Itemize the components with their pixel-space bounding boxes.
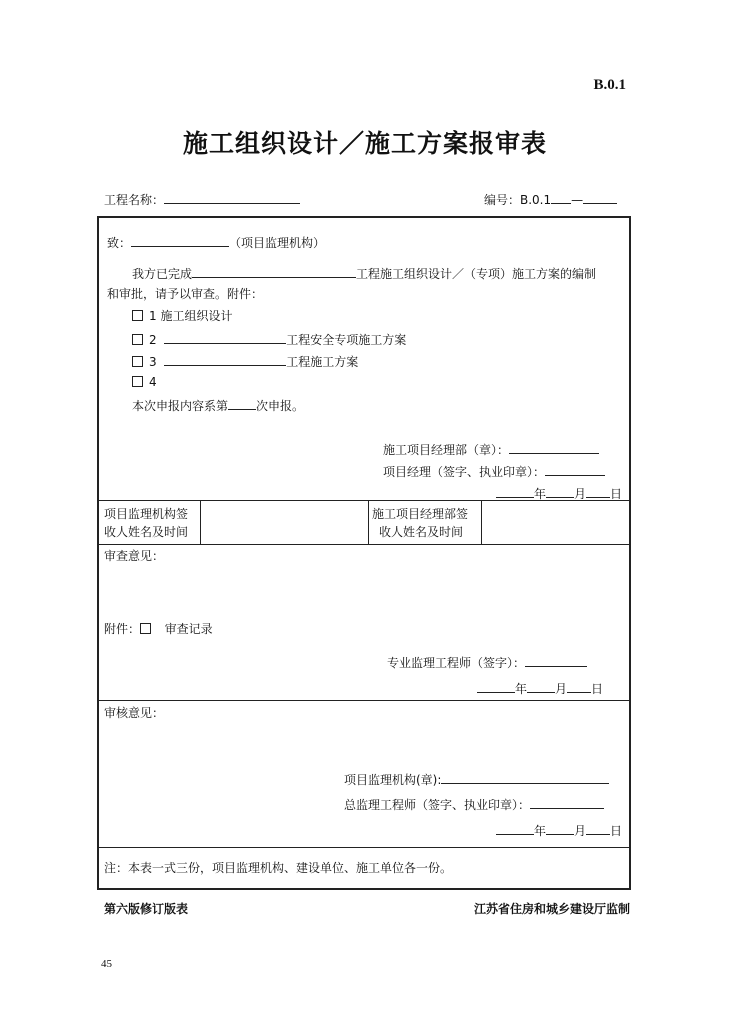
- attachment-3-field[interactable]: [164, 352, 286, 366]
- page-title: 施工组织设计／施工方案报审表: [182, 129, 547, 158]
- to-row: [107, 233, 325, 251]
- audit-label: 审核意见：: [104, 706, 165, 720]
- body-line-2: 和审批，请予以审查。附件：: [107, 287, 264, 301]
- sign-left-label-2: 收人姓名及时间: [104, 525, 189, 539]
- month-label: 月: [555, 682, 568, 696]
- day-field[interactable]: [567, 679, 591, 693]
- review-record-label: 审查记录: [164, 622, 213, 636]
- body-line1-b: 工程施工组织设计／（专项）施工方案的编制: [356, 267, 597, 281]
- month-label: 月: [574, 487, 587, 501]
- serial-dash: —: [571, 193, 584, 207]
- serial-field-1[interactable]: [551, 190, 571, 204]
- engineer-row: [387, 653, 587, 671]
- pm-row: [383, 462, 605, 480]
- submission-label-a: 本次申报内容系第: [132, 399, 229, 413]
- engineer-signature-field[interactable]: [525, 653, 587, 667]
- year-field[interactable]: [496, 484, 534, 498]
- pm-dept-field[interactable]: [509, 440, 599, 454]
- date-row-1: [496, 484, 622, 502]
- page-number: 45: [101, 958, 112, 970]
- to-suffix: （项目监理机构）: [229, 236, 326, 250]
- divider: [368, 500, 369, 544]
- attachment-4-checkbox[interactable]: [132, 376, 143, 387]
- supervision-org-field[interactable]: [441, 770, 609, 784]
- footer-issuer: 江苏省住房和城乡建设厅监制: [473, 902, 630, 916]
- attachment-2-checkbox[interactable]: [132, 334, 143, 345]
- divider: [99, 847, 629, 848]
- day-field[interactable]: [586, 821, 610, 835]
- date-row-2: [477, 679, 603, 697]
- to-field[interactable]: [131, 233, 229, 247]
- attachment-1-label: 1 施工组织设计: [149, 309, 233, 323]
- month-field[interactable]: [546, 821, 574, 835]
- year-label: 年: [534, 824, 547, 838]
- pm-dept-label: 施工项目经理部（章）：: [383, 443, 510, 457]
- divider: [99, 700, 629, 701]
- year-field[interactable]: [477, 679, 515, 693]
- serial-number-row: [484, 190, 617, 208]
- attachment-3: [132, 352, 358, 370]
- body-line-1: [132, 264, 596, 282]
- divider: [481, 500, 482, 544]
- sign-right-label-2: 收人姓名及时间: [379, 525, 464, 539]
- attachment-3-number: 3: [149, 355, 157, 369]
- pm-signature-field[interactable]: [545, 462, 605, 476]
- year-field[interactable]: [496, 821, 534, 835]
- month-field[interactable]: [546, 484, 574, 498]
- engineer-label: 专业监理工程师（签字）：: [387, 656, 526, 670]
- attachment-1-checkbox[interactable]: [132, 310, 143, 321]
- supervision-org-row: [344, 770, 609, 788]
- attachment-3-checkbox[interactable]: [132, 356, 143, 367]
- review-attach-label: 附件：: [104, 622, 141, 636]
- submission-count-field[interactable]: [228, 396, 256, 410]
- day-label: 日: [610, 487, 623, 501]
- month-label: 月: [574, 824, 587, 838]
- attachment-2: [132, 330, 406, 348]
- day-label: 日: [610, 824, 623, 838]
- supervision-org-label: 项目监理机构(章):: [344, 773, 442, 787]
- chief-engineer-row: [344, 795, 604, 813]
- review-attachment-row: [104, 621, 213, 637]
- serial-label: 编号：B.0.1: [484, 193, 552, 207]
- form-code: B.0.1: [593, 77, 626, 93]
- serial-field-2[interactable]: [583, 190, 617, 204]
- divider: [99, 544, 629, 545]
- project-name-row: [104, 190, 300, 208]
- date-row-3: [496, 821, 622, 839]
- form-note: 注：本表一式三份，项目监理机构、建设单位、施工单位各一份。: [104, 861, 453, 875]
- attachment-2-field[interactable]: [164, 330, 286, 344]
- footer-edition: 第六版修订版表: [104, 902, 189, 916]
- sign-right-label-1: 施工项目经理部签: [372, 507, 469, 521]
- attachment-4-number: 4: [149, 375, 157, 389]
- divider: [200, 500, 201, 544]
- review-label: 审查意见：: [104, 549, 165, 563]
- year-label: 年: [534, 487, 547, 501]
- attachment-2-label: 工程安全专项施工方案: [286, 333, 407, 347]
- day-label: 日: [591, 682, 604, 696]
- review-record-checkbox[interactable]: [140, 623, 151, 634]
- completed-project-field[interactable]: [192, 264, 356, 278]
- submission-label-b: 次申报。: [256, 399, 305, 413]
- form-table: [97, 216, 631, 890]
- attachment-3-label: 工程施工方案: [286, 355, 359, 369]
- body-line1-a: 我方已完成: [132, 267, 193, 281]
- attachment-1: [132, 308, 232, 324]
- pm-dept-row: [383, 440, 599, 458]
- chief-engineer-label: 总监理工程师（签字、执业印章）：: [344, 798, 531, 812]
- pm-label: 项目经理（签字、执业印章）：: [383, 465, 546, 479]
- year-label: 年: [515, 682, 528, 696]
- month-field[interactable]: [527, 679, 555, 693]
- chief-engineer-signature-field[interactable]: [530, 795, 604, 809]
- day-field[interactable]: [586, 484, 610, 498]
- to-label: 致：: [107, 236, 132, 250]
- sign-left-label-1: 项目监理机构签: [104, 507, 189, 521]
- submission-row: [132, 396, 304, 414]
- project-name-label: 工程名称：: [104, 193, 165, 207]
- attachment-4: [132, 374, 157, 390]
- project-name-field[interactable]: [164, 190, 300, 204]
- attachment-2-number: 2: [149, 333, 157, 347]
